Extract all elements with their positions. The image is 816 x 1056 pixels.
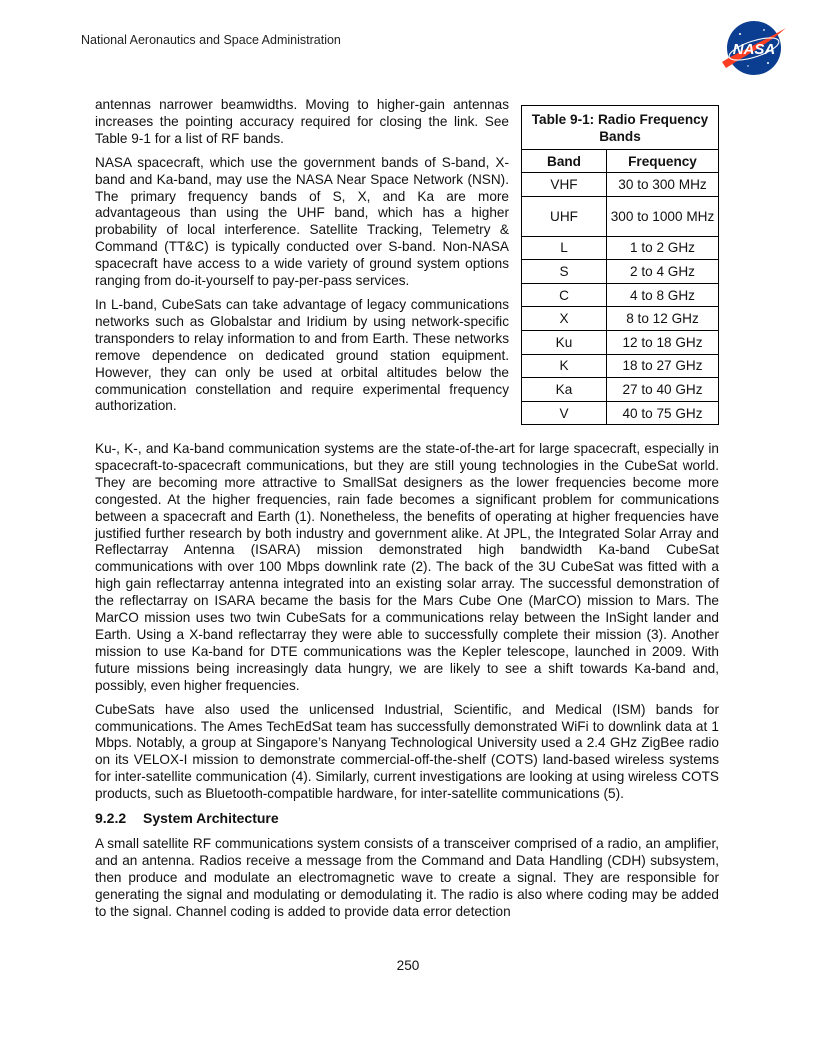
intro-paragraph-1: antennas narrower beamwidths. Moving to higher-gain antennas increases the pointing accuracy required for closing the link. See Table 9-1 for a list of RF bands. [95,97,509,146]
table-row [522,354,719,378]
table-row [522,260,719,284]
table-row [522,378,719,402]
logo-text: NASA [732,41,776,58]
rf-bands-table [521,105,719,425]
band-cell: K [522,354,607,378]
frequency-cell: 2 to 4 GHz [607,260,719,284]
table-row [522,283,719,307]
section-paragraph: A small satellite RF communications system consists of a transceiver comprised of a radio, an amplifier, and an antenna. Radios receive a message from the Command and Data Handling (CDH) subsystem, then produce and modulate an electromagnetic wave to create a signal. They are responsible for generating the signal and modulating or demodulating it. The radio is also where coding may be added to the signal. Channel coding is added to provide data error detection [95,835,719,919]
frequency-cell: 1 to 2 GHz [607,236,719,260]
table-row [522,236,719,260]
frequency-cell: 8 to 12 GHz [607,307,719,331]
table-row [522,330,719,354]
frequency-cell: 12 to 18 GHz [607,330,719,354]
table-caption: Table 9-1: Radio Frequency Bands [522,106,719,150]
band-cell: C [522,283,607,307]
nasa-logo [718,18,790,78]
frequency-cell: 40 to 75 GHz [607,401,719,425]
intro-paragraph-3: In L-band, CubeSats can take advantage of legacy communications networks such as Globalstar and Iridium by using network-specific transponders to relay information to and from Earth. These networks remove dependence on dedicated ground station equipment. However, they can only be used at orbital altitudes below the communication constellation and require experimental frequency authorization. [95,296,509,414]
header-organization: National Aeronautics and Space Administration [81,33,341,47]
band-cell: UHF [522,196,607,236]
frequency-cell: 4 to 8 GHz [607,283,719,307]
frequency-cell: 300 to 1000 MHz [607,196,719,236]
intro-column [95,97,509,422]
section-heading [95,810,719,827]
body-paragraph-1: Ku-, K-, and Ka-band communication systems are the state-of-the-art for large spacecraft, especially in spacecraft-to-spacecraft communications, but they are still young technologies in the CubeSat world. They are becoming more attractive to SmallSat designers as the lower frequencies become more congested. At the higher frequencies, rain fade becomes a significant problem for communications between a spacecraft and Earth (1). Nonetheless, the benefits of operating at higher frequencies have justified further research by both industry and government alike. At JPL, the Integrated Solar Array and Reflectarray Antenna (ISARA) mission demonstrated high bandwidth Ka-band CubeSat communications with over 100 Mbps downlink rate (2). The back of the 3U CubeSat was fitted with a high gain reflectarray antenna integrated into an existing solar array. The successful demonstration of the reflectarray on ISARA became the basis for the Mars Cube One (MarCO) mission to Mars. The MarCO mission uses two twin CubeSats for a communications relay between the InSight lander and Earth. Using a X-band reflectarray they were able to successfully complete their mission (3). Another mission to use Ka-band for DTE communications was the Kepler telescope, launched in 2009. With future missions being increasingly data hungry, we are likely to see a shift towards Ka-band and, possibly, even higher frequencies. [95,441,719,693]
body-paragraph-2: CubeSats have also used the unlicensed Industrial, Scientific, and Medical (ISM) bands for communications. The Ames TechEdSat team has successfully demonstrated WiFi to downlink data at 1 Mbps. Notably, a group at Singapore’s Nanyang Technological University used a 2.4 GHz ZigBee radio on its VELOX-I mission to demonstrate commercial-off-the-shelf (COTS) land-based wireless systems for inter-satellite communication (4). Similarly, current investigations are looking at using wireless COTS products, such as Bluetooth-compatible hardware, for inter-satellite communications (5). [95,701,719,802]
frequency-cell: 27 to 40 GHz [607,378,719,402]
band-cell: S [522,260,607,284]
nasa-meatball-icon [718,18,790,78]
column-header-band: Band [522,150,607,173]
frequency-cell: 30 to 300 MHz [607,173,719,197]
frequency-cell: 18 to 27 GHz [607,354,719,378]
band-cell: Ku [522,330,607,354]
band-cell: Ka [522,378,607,402]
band-cell: X [522,307,607,331]
table-row [522,196,719,236]
section-number: 9.2.2 [95,810,127,827]
band-cell: VHF [522,173,607,197]
table-row [522,401,719,425]
table-row [522,307,719,331]
band-cell: V [522,401,607,425]
column-header-frequency: Frequency [607,150,719,173]
page-number: 250 [396,958,420,973]
intro-paragraph-2: NASA spacecraft, which use the government bands of S-band, X-band and Ka-band, may use the NASA Near Space Network (NSN). The primary frequency bands of S, X, and Ka are more advantageous than using the UHF band, which has a higher probability of local interference. Satellite Tracking, Telemetry & Command (TT&C) is typically conducted over S-band. Non-NASA spacecraft have access to a wide variety of ground system options ranging from do-it-yourself to pay-per-pass services. [95,154,509,289]
full-width-body [95,441,719,927]
section-title: System Architecture [143,810,279,827]
band-cell: L [522,236,607,260]
table-row [522,173,719,197]
